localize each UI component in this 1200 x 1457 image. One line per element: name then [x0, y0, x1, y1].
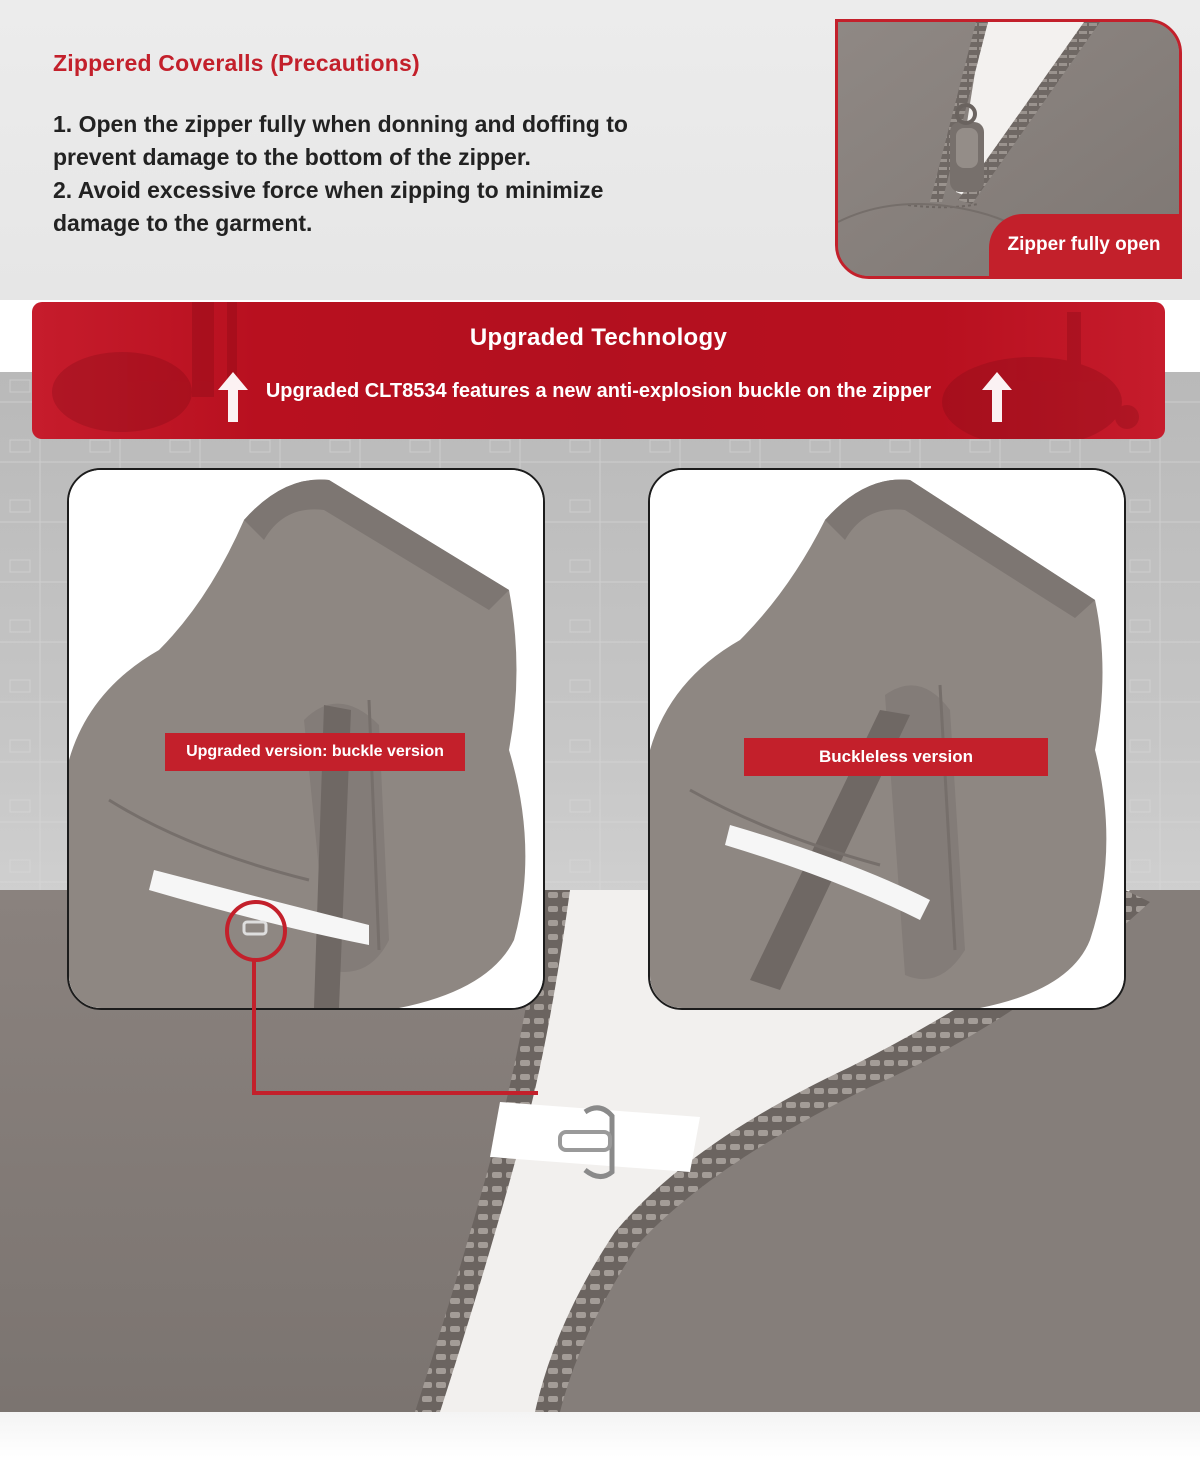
arrow-up-icon [982, 372, 1012, 422]
buckleless-version-label: Buckleless version [744, 738, 1048, 776]
precautions-panel [0, 0, 1200, 300]
precautions-list [53, 108, 773, 240]
precaution-line: 1. Open the zipper fully when donning and doffing to [53, 111, 628, 137]
precaution-line: prevent damage to the bottom of the zipper. [53, 144, 531, 170]
zipper-open-photo [835, 19, 1182, 279]
banner-title: Upgraded Technology [469, 324, 728, 351]
precaution-line: damage to the garment. [53, 210, 313, 236]
precaution-line: 2. Avoid excessive force when zipping to minimize [53, 177, 604, 203]
buckleless-version-photo [648, 468, 1126, 1010]
upgraded-technology-banner [32, 302, 1165, 439]
bottom-strip [0, 1412, 1200, 1457]
arrow-up-icon [218, 372, 248, 422]
zipper-open-caption: Zipper fully open [989, 214, 1179, 276]
buckle-version-label: Upgraded version: buckle version [165, 733, 465, 771]
precautions-title: Zippered Coveralls (Precautions) [53, 50, 420, 76]
banner-subtitle: Upgraded CLT8534 features a new anti-explosion buckle on the zipper [265, 380, 932, 402]
buckle-version-photo [67, 468, 545, 1010]
